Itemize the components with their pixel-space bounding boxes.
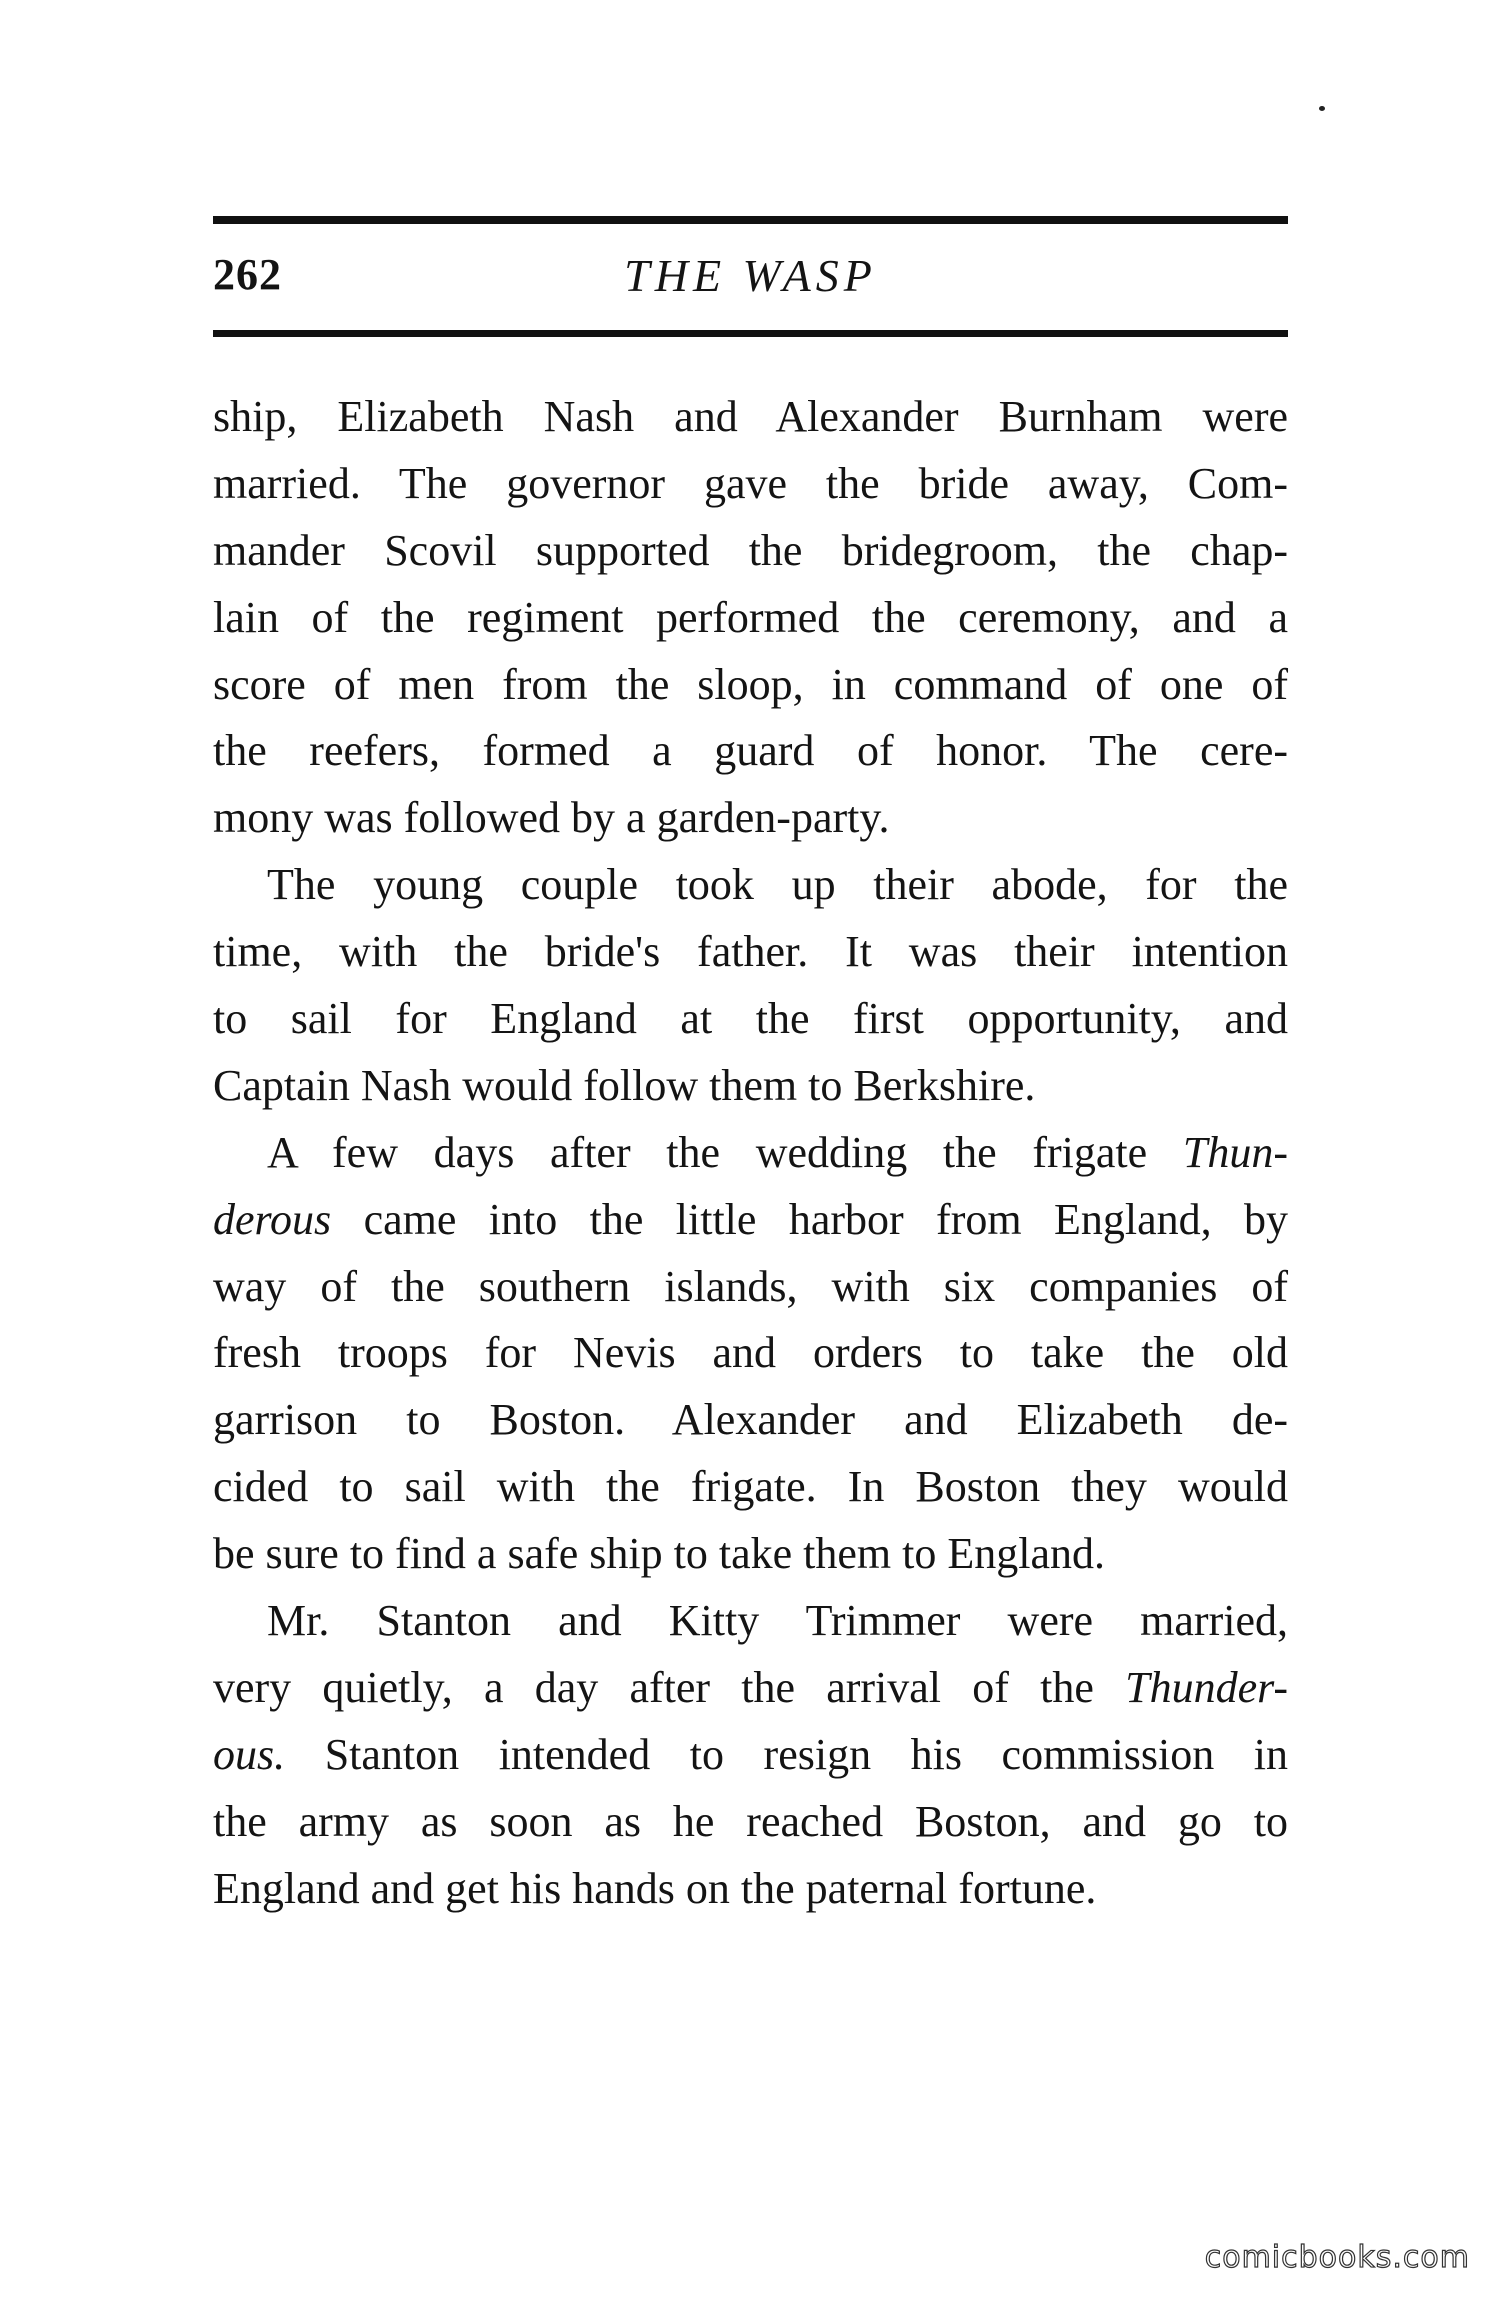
watermark: comicbooks.com <box>1204 2240 1470 2275</box>
running-header <box>213 245 1288 315</box>
text-line: The young couple took up their abode, for the <box>267 860 1288 910</box>
text-line: be sure to find a safe ship to take them to England. <box>213 1529 1105 1579</box>
text-line: Mr. Stanton and Kitty Trimmer were married, <box>267 1596 1288 1646</box>
text-fragment: A few days after the wedding the frigate <box>267 1127 1148 1177</box>
text-line: mander Scovil supported the bridegroom, the chap- <box>213 525 1288 575</box>
text-line: married. The governor gave the bride away, Com- <box>213 458 1288 508</box>
header-bottom-rule <box>213 330 1288 337</box>
text-line: cided to sail with the frigate. In Boston they would <box>213 1462 1288 1512</box>
text-line: way of the southern islands, with six companies of <box>213 1261 1288 1311</box>
body-text <box>213 384 1288 1922</box>
text-line: lain of the regiment performed the ceremony, and a <box>213 592 1288 642</box>
text-line: time, with the bride's father. It was their intention <box>213 927 1288 977</box>
text-line: the reefers, formed a guard of honor. The cere- <box>213 726 1288 776</box>
text-fragment: came into the little harbor from England, by <box>363 1194 1288 1244</box>
ship-name: ous. <box>213 1729 286 1779</box>
running-title: THE WASP <box>624 250 877 301</box>
header-top-rule <box>213 216 1288 224</box>
text-line: Captain Nash would follow them to Berkshire. <box>213 1060 1036 1110</box>
text-line <box>213 1655 1288 1722</box>
text-fragment: very quietly, a day after the arrival of the <box>213 1662 1094 1712</box>
text-line <box>213 1120 1288 1187</box>
ship-name: derous <box>213 1194 332 1244</box>
print-speck <box>1319 106 1325 111</box>
text-line: garrison to Boston. Alexander and Elizabeth de- <box>213 1395 1288 1445</box>
page-number: 262 <box>213 250 282 299</box>
text-line: England and get his hands on the paternal fortune. <box>213 1863 1097 1913</box>
text-line <box>213 1187 1288 1254</box>
text-line: to sail for England at the first opportunity, and <box>213 994 1288 1044</box>
text-line: ship, Elizabeth Nash and Alexander Burnham were <box>213 392 1288 441</box>
text-line <box>213 1722 1288 1789</box>
text-line: the army as soon as he reached Boston, and go to <box>213 1796 1288 1846</box>
ship-name: Thun- <box>1182 1127 1288 1177</box>
text-line: score of men from the sloop, in command of one of <box>213 659 1288 709</box>
text-line: mony was followed by a garden-party. <box>213 793 890 843</box>
ship-name: Thunder- <box>1125 1662 1288 1712</box>
text-line: fresh troops for Nevis and orders to take the old <box>213 1328 1288 1378</box>
text-fragment: Stanton intended to resign his commission in <box>324 1729 1288 1779</box>
